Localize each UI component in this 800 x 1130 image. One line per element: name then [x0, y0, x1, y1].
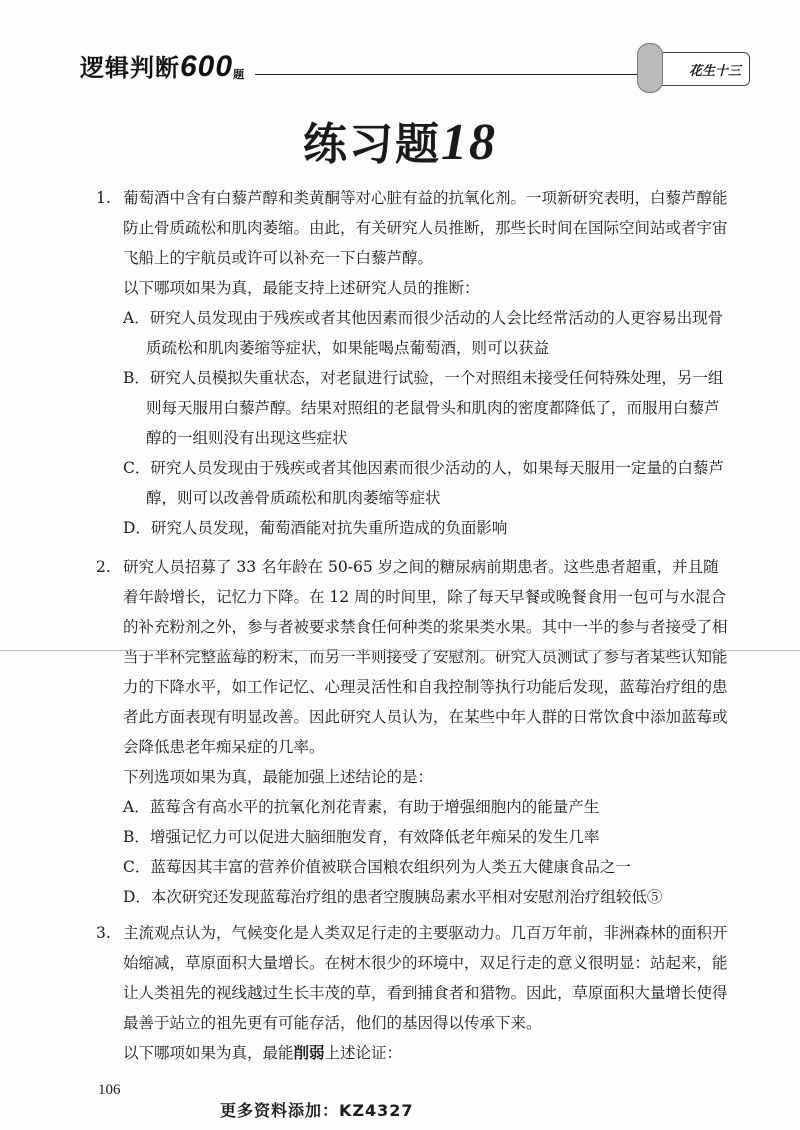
question-stem: 2. 研究人员招募了 33 名年龄在 50-65 岁之间的糖尿病前期患者。这些患者超重，并且随着年龄增长，记忆力下降。在 12 周的时间里，除了每天早餐或晚餐食用一包可与水混合的补充粉剂之外，参与者被要求禁食任何种类的浆果类水果。其中一半的参与者接受了相当于半杯完整蓝莓的粉末，而另一半则接受了安慰剂。研究人员测试了参与者某些认知能力的下降水平，如工作记忆、心理灵活性和自我控制等执行功能后发现，蓝莓治疗组的患者此方面表现有明显改善。因此研究人员认为，在某些中年人群的日常饮食中添加蓝莓或会降低患老年痴呆症的几率。 [96, 558, 728, 756]
brand-badge: 花生十三 [650, 52, 750, 86]
option-b[interactable]: B．研究人员模拟失重状态，对老鼠进行试验，一个对照组未接受任何特殊处理，另一组则每天服用白藜芦醇。结果对照组的老鼠骨头和肌肉的密度都降低了，而服用白藜芦醇的一组则没有出现这些症状 [123, 369, 724, 447]
question-prompt: 以下哪项如果为真，最能削弱上述论证： [123, 1043, 403, 1062]
question-3 [96, 918, 728, 1068]
option-a[interactable]: A．研究人员发现由于残疾或者其他因素而很少活动的人会比经常活动的人更容易出现骨质疏松和肌肉萎缩等症状，如果能喝点葡萄酒，则可以获益 [123, 309, 724, 357]
question-stem: 1. 葡萄酒中含有白藜芦醇和类黄酮等对心脏有益的抗氧化剂。一项新研究表明，白藜芦醇能防止骨质疏松和肌肉萎缩。由此，有关研究人员推断，那些长时间在国际空间站或者宇宙飞船上的宇航员或许可以补充一下白藜芦醇。 [96, 189, 728, 267]
page-number: 106 [98, 1082, 121, 1098]
option-c[interactable]: C．蓝莓因其丰富的营养价值被联合国粮农组织列为人类五大健康食品之一 [123, 858, 631, 876]
question-2 [96, 552, 728, 912]
question-prompt: 以下哪项如果为真，最能支持上述研究人员的推断： [123, 279, 480, 297]
exercise-title: 练习题18 [303, 114, 497, 171]
option-d[interactable]: D．研究人员发现，葡萄酒能对抗失重所造成的负面影响 [123, 519, 508, 537]
question-prompt: 下列选项如果为真，最能加强上述结论的是： [123, 768, 434, 786]
option-b[interactable]: B．增强记忆力可以促进大脑细胞发育，有效降低老年痴呆的发生几率 [123, 828, 600, 846]
scan-fold-line [0, 650, 800, 651]
book-title: 逻辑判断600题 [80, 50, 246, 83]
option-c[interactable]: C．研究人员发现由于残疾或者其他因素而很少活动的人，如果每天服用一定量的白藜芦醇，则可以改善骨质疏松和肌肉萎缩等症状 [123, 459, 724, 507]
option-a[interactable]: A．蓝莓含有高水平的抗氧化剂花青素，有助于增强细胞内的能量产生 [123, 798, 600, 816]
question-stem: 3. 主流观点认为，气候变化是人类双足行走的主要驱动力。几百万年前，非洲森林的面积开始缩减，草原面积大量增长。在树木很少的环境中，双足行走的意义很明显：站起来，能让人类祖先的视线越过生长丰茂的草，看到捕食者和猎物。因此，草原面积大量增长使得最善于站立的祖先更有可能存活，他们的基因得以传承下来。 [96, 924, 728, 1032]
emphasis-weaken: 削弱 [293, 1043, 325, 1062]
page-header [80, 48, 740, 88]
peanut-icon [637, 43, 663, 93]
question-1 [96, 183, 728, 543]
footer-note: 更多资料添加：KZ4327 [220, 1101, 414, 1120]
option-d[interactable]: D．本次研究还发现蓝莓治疗组的患者空腹胰岛素水平相对安慰剂治疗组较低⑤ [123, 888, 663, 906]
